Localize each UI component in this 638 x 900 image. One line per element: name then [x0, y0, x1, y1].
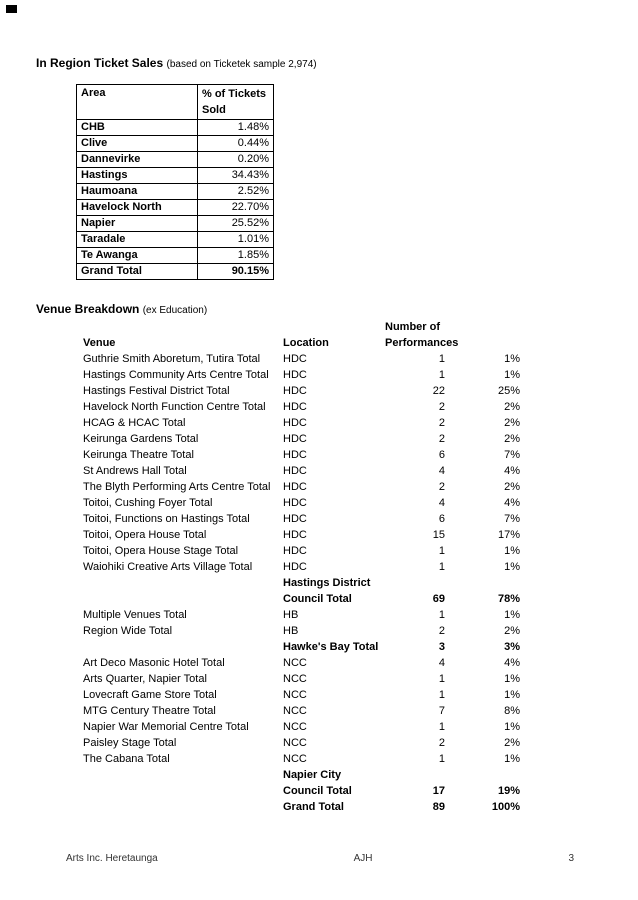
section1-subtitle: (based on Ticketek sample 2,974) — [166, 59, 317, 70]
area-column-header: Area — [77, 85, 198, 120]
performances-cell: 15 — [432, 529, 445, 541]
location-column-header: Location — [283, 337, 329, 349]
location-cell: NCC — [283, 689, 307, 701]
performances-cell: 2 — [438, 481, 445, 493]
venue-cell: Lovecraft Game Store Total — [83, 689, 217, 701]
location-cell: NCC — [283, 721, 307, 733]
venue-cell — [83, 799, 283, 815]
performances-cell: 22 — [432, 385, 445, 397]
location-cell: HDC — [283, 561, 307, 573]
percentage-cell: 2% — [504, 417, 520, 429]
percentage-cell: 1% — [504, 369, 520, 381]
location-cell: HDC — [283, 369, 307, 381]
performances-cell: 17 — [432, 785, 445, 797]
performances-cell: 1 — [438, 689, 445, 701]
section2-subtitle: (ex Education) — [142, 305, 208, 316]
percentage-cell: 7% — [504, 449, 520, 461]
venue-cell: Region Wide Total — [83, 625, 173, 637]
location-cell: NCC — [283, 753, 307, 765]
ticket-sales-row — [77, 200, 274, 216]
percentage-cell: 2% — [504, 433, 520, 445]
ticket-sales-header-row — [77, 85, 274, 120]
venue-row — [83, 511, 520, 527]
venue-row — [83, 719, 520, 735]
ticket-sales-row — [77, 120, 274, 136]
percentage-cell: 1% — [504, 609, 520, 621]
venue-row — [83, 767, 520, 799]
performances-cell: 2 — [438, 417, 445, 429]
percentage-cell: 1% — [504, 353, 520, 365]
venue-row — [83, 639, 520, 655]
venue-row — [83, 751, 520, 767]
percentage-cell: 4% — [504, 497, 520, 509]
percentage-cell: 19% — [497, 785, 520, 797]
venue-row — [83, 431, 520, 447]
percentage-cell: 2% — [504, 737, 520, 749]
performances-cell: 1 — [438, 561, 445, 573]
venue-row — [83, 735, 520, 751]
performances-cell: 3 — [438, 641, 445, 653]
percentage-cell: 1% — [504, 561, 520, 573]
location-cell: Napier City Council Total — [283, 769, 352, 797]
performances-cell: 1 — [438, 721, 445, 733]
venue-cell: Waiohiki Creative Arts Village Total — [83, 561, 253, 573]
percentage-cell: 17% — [497, 529, 520, 541]
performances-header-line2: Performances — [385, 337, 459, 349]
venue-column-header: Venue — [83, 337, 116, 349]
ticket-sales-row — [77, 232, 274, 248]
venue-cell: The Blyth Performing Arts Centre Total — [83, 481, 271, 493]
percentage-cell: 100% — [491, 801, 520, 813]
value-cell: 1.48% — [198, 120, 274, 136]
percentage-cell: 1% — [504, 721, 520, 733]
performances-cell: 2 — [438, 433, 445, 445]
venue-cell: Hastings Festival District Total — [83, 385, 230, 397]
location-cell: HDC — [283, 545, 307, 557]
venue-cell: Toitoi, Cushing Foyer Total — [83, 497, 213, 509]
performances-cell: 2 — [438, 401, 445, 413]
venue-row — [83, 607, 520, 623]
location-cell: HDC — [283, 497, 307, 509]
performances-cell: 1 — [438, 353, 445, 365]
venue-cell: Toitoi, Functions on Hastings Total — [83, 513, 250, 525]
location-cell: HDC — [283, 401, 307, 413]
percentage-cell: 8% — [504, 705, 520, 717]
venue-row — [83, 367, 520, 383]
performances-cell: 1 — [438, 369, 445, 381]
empty-header-cell — [283, 319, 385, 335]
venue-cell: Arts Quarter, Napier Total — [83, 673, 207, 685]
venue-header-row-2 — [83, 335, 520, 351]
percentage-cell: 2% — [504, 481, 520, 493]
venue-cell: Guthrie Smith Aboretum, Tutira Total — [83, 353, 261, 365]
area-cell: Grand Total — [77, 264, 198, 280]
percentage-cell: 4% — [504, 657, 520, 669]
area-cell: Hastings — [77, 168, 198, 184]
area-cell: Dannevirke — [77, 152, 198, 168]
venue-row — [83, 399, 520, 415]
section2-heading — [36, 302, 207, 318]
percentage-cell: 7% — [504, 513, 520, 525]
area-cell: Clive — [77, 136, 198, 152]
area-cell: Havelock North — [77, 200, 198, 216]
ticket-sales-row — [77, 184, 274, 200]
location-cell: NCC — [283, 673, 307, 685]
performances-cell: 6 — [438, 449, 445, 461]
venue-cell: Keirunga Theatre Total — [83, 449, 194, 461]
venue-row — [83, 415, 520, 431]
venue-header-row-1 — [83, 319, 520, 335]
percentage-cell: 3% — [504, 641, 520, 653]
venue-cell — [83, 767, 283, 799]
footer-page-number: 3 — [568, 853, 574, 864]
location-cell: HDC — [283, 449, 307, 461]
venue-cell: Toitoi, Opera House Total — [83, 529, 207, 541]
pct-tickets-column-header: % of Tickets Sold — [198, 85, 274, 120]
area-cell: Haumoana — [77, 184, 198, 200]
performances-cell: 1 — [438, 545, 445, 557]
value-cell: 1.85% — [198, 248, 274, 264]
venue-row — [83, 543, 520, 559]
venue-cell: Hastings Community Arts Centre Total — [83, 369, 269, 381]
value-cell: 90.15% — [198, 264, 274, 280]
empty-header-cell — [445, 319, 520, 335]
value-cell: 22.70% — [198, 200, 274, 216]
venue-cell: Multiple Venues Total — [83, 609, 187, 621]
section1-title: In Region Ticket Sales — [36, 56, 164, 70]
value-cell: 25.52% — [198, 216, 274, 232]
area-cell: CHB — [77, 120, 198, 136]
venue-cell: St Andrews Hall Total — [83, 465, 187, 477]
venue-row — [83, 463, 520, 479]
venue-row — [83, 575, 520, 607]
section2-title: Venue Breakdown — [36, 302, 140, 316]
percentage-cell: 78% — [497, 593, 520, 605]
performances-cell: 69 — [432, 593, 445, 605]
venue-cell: Napier War Memorial Centre Total — [83, 721, 249, 733]
area-cell: Taradale — [77, 232, 198, 248]
venue-row — [83, 383, 520, 399]
venue-cell: Keirunga Gardens Total — [83, 433, 199, 445]
location-cell: NCC — [283, 657, 307, 669]
performances-cell: 89 — [432, 801, 445, 813]
ticket-sales-table — [76, 84, 274, 280]
location-cell: NCC — [283, 737, 307, 749]
percentage-cell: 1% — [504, 673, 520, 685]
venue-row — [83, 495, 520, 511]
venue-row — [83, 479, 520, 495]
percentage-cell: 25% — [497, 385, 520, 397]
location-cell: HB — [283, 625, 299, 637]
venue-breakdown-table — [83, 319, 520, 815]
footer-author-initials: AJH — [353, 853, 373, 864]
venue-row — [83, 351, 520, 367]
venue-row — [83, 703, 520, 719]
venue-cell: Havelock North Function Centre Total — [83, 401, 266, 413]
percentage-cell: 2% — [504, 401, 520, 413]
location-cell: HDC — [283, 513, 307, 525]
performances-cell: 1 — [438, 673, 445, 685]
venue-cell: Paisley Stage Total — [83, 737, 177, 749]
percentage-cell: 2% — [504, 625, 520, 637]
value-cell: 2.52% — [198, 184, 274, 200]
value-cell: 34.43% — [198, 168, 274, 184]
ticket-sales-row — [77, 136, 274, 152]
venue-row — [83, 671, 520, 687]
location-cell: HDC — [283, 529, 307, 541]
performances-cell: 6 — [438, 513, 445, 525]
performances-cell: 4 — [438, 657, 445, 669]
ticket-sales-row — [77, 152, 274, 168]
percentage-cell: 1% — [504, 545, 520, 557]
performances-cell: 7 — [438, 705, 445, 717]
location-cell: HDC — [283, 433, 307, 445]
section1-heading — [36, 56, 317, 72]
venue-row — [83, 655, 520, 671]
location-cell: HDC — [283, 417, 307, 429]
location-cell: Hastings District Council Total — [283, 577, 371, 605]
ticket-sales-row — [77, 216, 274, 232]
performances-cell: 1 — [438, 609, 445, 621]
venue-cell: MTG Century Theatre Total — [83, 705, 216, 717]
venue-row — [83, 447, 520, 463]
percentage-cell: 1% — [504, 753, 520, 765]
footer-organisation: Arts Inc. Heretaunga — [66, 853, 158, 864]
corner-mark — [6, 5, 17, 13]
venue-row — [83, 527, 520, 543]
performances-cell: 1 — [438, 753, 445, 765]
area-cell: Napier — [77, 216, 198, 232]
performances-cell: 4 — [438, 497, 445, 509]
performances-cell: 2 — [438, 625, 445, 637]
venue-cell — [83, 575, 283, 607]
performances-header-line1: Number of — [385, 321, 440, 333]
area-cell: Te Awanga — [77, 248, 198, 264]
venue-row — [83, 799, 520, 815]
venue-cell — [83, 639, 283, 655]
location-cell: HDC — [283, 353, 307, 365]
value-cell: 1.01% — [198, 232, 274, 248]
ticket-sales-row — [77, 248, 274, 264]
percentage-cell: 1% — [504, 689, 520, 701]
location-cell: Grand Total — [283, 801, 344, 813]
value-cell: 0.20% — [198, 152, 274, 168]
empty-header-cell — [83, 319, 283, 335]
venue-row — [83, 687, 520, 703]
location-cell: HDC — [283, 385, 307, 397]
percentage-cell: 4% — [504, 465, 520, 477]
location-cell: HDC — [283, 481, 307, 493]
page-footer — [66, 852, 574, 865]
performances-cell: 4 — [438, 465, 445, 477]
ticket-sales-row — [77, 168, 274, 184]
location-cell: HDC — [283, 465, 307, 477]
venue-cell: The Cabana Total — [83, 753, 170, 765]
location-cell: HB — [283, 609, 299, 621]
location-cell: Hawke's Bay Total — [283, 641, 379, 653]
performances-cell: 2 — [438, 737, 445, 749]
venue-row — [83, 559, 520, 575]
venue-row — [83, 623, 520, 639]
venue-cell: Toitoi, Opera House Stage Total — [83, 545, 239, 557]
venue-cell: Art Deco Masonic Hotel Total — [83, 657, 225, 669]
location-cell: NCC — [283, 705, 307, 717]
venue-cell: HCAG & HCAC Total — [83, 417, 186, 429]
ticket-sales-row — [77, 264, 274, 280]
value-cell: 0.44% — [198, 136, 274, 152]
